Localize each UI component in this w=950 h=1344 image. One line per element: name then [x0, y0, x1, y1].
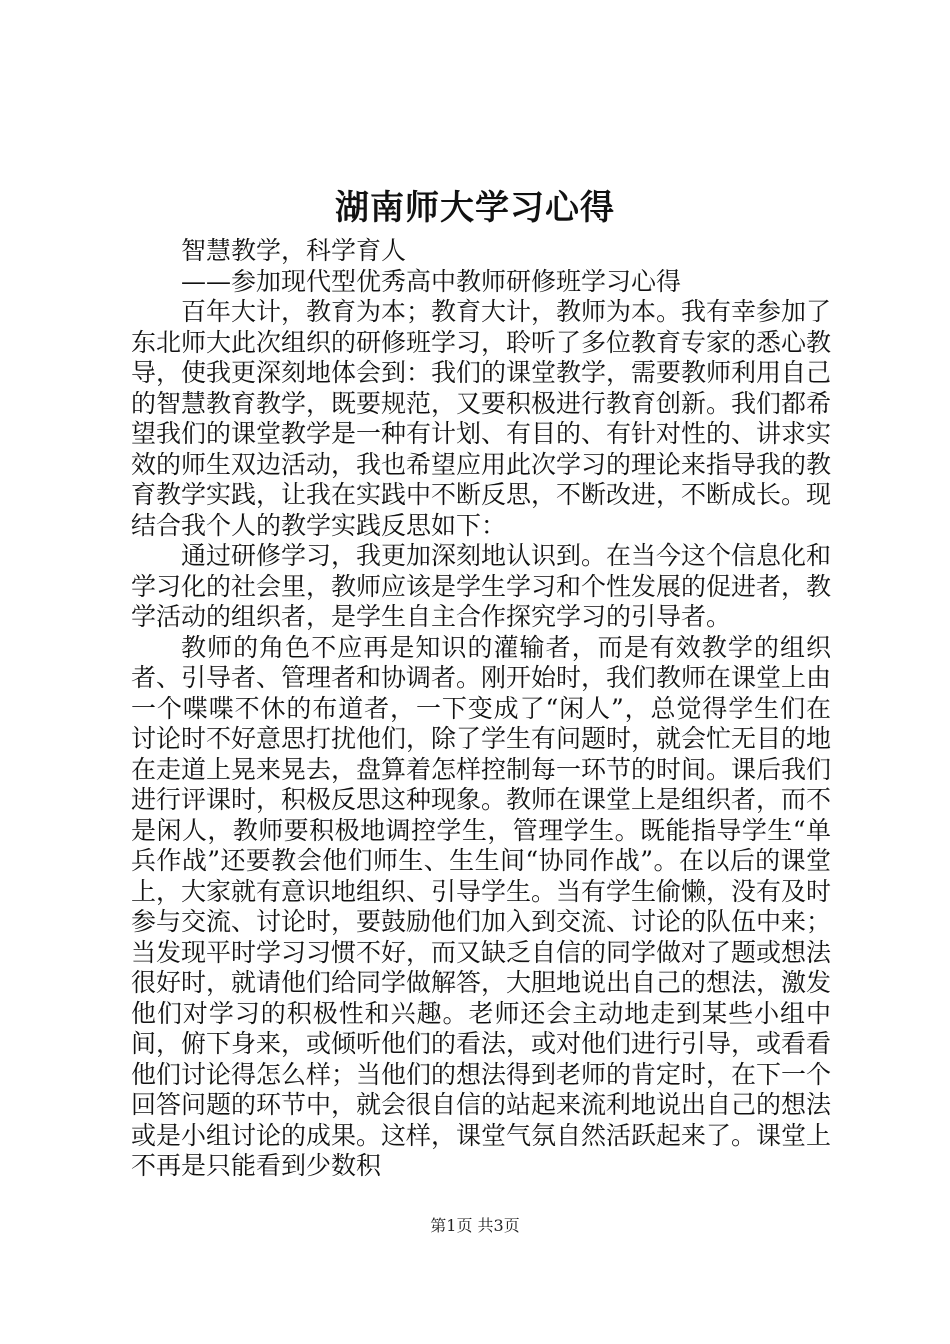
subtitle-paragraph: 智慧教学，科学育人	[181, 236, 407, 265]
document-body	[131, 236, 831, 1182]
body-paragraph-3: 教师的角色不应再是知识的灌输者，而是有效教学的组织者、引导者、管理者和协调者。刚开始时，我们教师在课堂上由一个喋喋不休的布道者，一下变成了“闲人”，总觉得学生们在讨论时不好意思打扰他们，除了学生有问题时，就会忙无目的地在走道上晃来晃去，盘算着怎样控制每一环节的时间。课后我们进行评课时，积极反思这种现象。教师在课堂上是组织者，而不是闲人，教师要积极地调控学生，管理学生。既能指导学生“单兵作战”还要教会他们师生、生生间“协同作战”。在以后的课堂上，大家就有意识地组织、引导学生。当有学生偷懒，没有及时参与交流、讨论时，要鼓励他们加入到交流、讨论的队伍中来；当发现平时学习习惯不好，而又缺乏自信的同学做对了题或想法很好时，就请他们给同学做解答，大胆地说出自己的想法，激发他们对学习的积极性和兴趣。老师还会主动地走到某些小组中间，俯下身来，或倾听他们的看法，或对他们进行引导，或看看他们讨论得怎么样；当他们的想法得到老师的肯定时，在下一个回答问题的环节中，就会很自信的站起来流利地说出自己的想法或是小组讨论的成果。这样，课堂气氛自然活跃起来了。课堂上不再是只能看到少数积	[131, 632, 832, 1180]
body-paragraph-1: 百年大计，教育为本；教育大计，教师为本。我有幸参加了东北师大此次组织的研修班学习，聆听了多位教育专家的悉心教导，使我更深刻地体会到：我们的课堂教学，需要教师利用自己的智慧教育教学，既要规范，又要积极进行教育创新。我们都希望我们的课堂教学是一种有计划、有目的、有针对性的、讲求实效的师生双边活动，我也希望应用此次学习的理论来指导我的教育教学实践，让我在实践中不断反思，不断改进，不断成长。现结合我个人的教学实践反思如下：	[131, 297, 832, 540]
subtitle-dash-paragraph: ——参加现代型优秀高中教师研修班学习心得	[181, 266, 682, 296]
page-number-footer: 第1页 共3页	[430, 1216, 520, 1235]
body-paragraph-2: 通过研修学习，我更加深刻地认识到。在当今这个信息化和学习化的社会里，教师应该是学生学习和个性发展的促进者，教学活动的组织者，是学生自主合作探究学习的引导者。	[131, 541, 832, 631]
document-title: 湖南师大学习心得	[335, 188, 615, 228]
